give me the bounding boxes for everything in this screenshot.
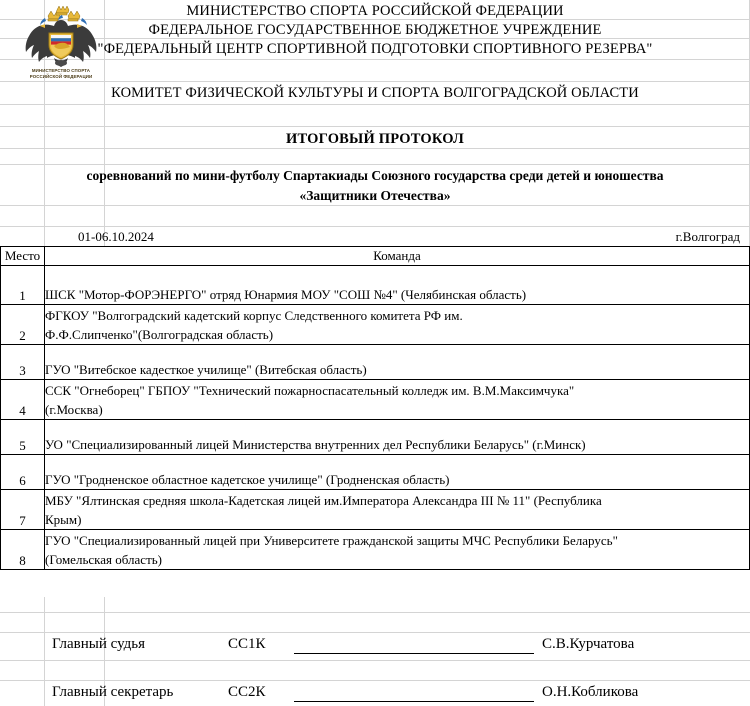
gridline-horizontal — [0, 126, 750, 127]
signature-row-chief-secretary — [0, 684, 750, 704]
team-name-line1: УО "Специализированный лицей Министерства внутренних дел Республики Беларусь" (г.Минск) — [45, 437, 586, 452]
signature-rank: СС1К — [228, 636, 266, 652]
signature-rank: СС2К — [228, 684, 266, 700]
signature-row-chief-judge — [0, 636, 750, 656]
table-row — [1, 305, 750, 345]
emblem-caption-line1: МИНИСТЕРСТВО СПОРТА — [31, 68, 91, 73]
signature-name: О.Н.Кобликова — [542, 684, 639, 700]
cell-team — [45, 345, 750, 380]
team-name-line1: ГУО "Гродненское областное кадетское училище" (Гродненская область) — [45, 472, 450, 487]
emblem-caption — [18, 68, 104, 80]
signature-line — [294, 653, 534, 654]
team-name-line1: ГУО "Специализированный лицей при Университете гражданской защиты МЧС Республики Беларусь" — [45, 533, 618, 548]
gridline-horizontal — [0, 104, 750, 105]
cell-place: 5 — [1, 420, 45, 455]
gridline-horizontal — [0, 148, 750, 149]
org-line-ministry: МИНИСТЕРСТВО СПОРТА РОССИЙСКОЙ ФЕДЕРАЦИИ — [186, 3, 564, 19]
table-row — [1, 266, 750, 305]
table-header-row — [1, 247, 750, 266]
team-name-line2: Крым) — [45, 512, 82, 527]
cell-place: 1 — [1, 266, 45, 305]
table-row — [1, 530, 750, 570]
document-title: ИТОГОВЫЙ ПРОТОКОЛ — [286, 131, 464, 147]
cell-place: 2 — [1, 305, 45, 345]
gridline-horizontal — [0, 632, 750, 633]
team-name-line1: ГУО "Витебское кадесткое училище" (Витебская область) — [45, 362, 367, 377]
cell-team — [45, 266, 750, 305]
gridline-horizontal — [0, 205, 750, 206]
signature-line — [294, 701, 534, 702]
event-city: г.Волгоград — [675, 229, 740, 244]
org-line-center: "ФЕДЕРАЛЬНЫЙ ЦЕНТР СПОРТИВНОЙ ПОДГОТОВКИ СПОРТИВНОГО РЕЗЕРВА" — [97, 41, 653, 57]
cell-team — [45, 380, 750, 420]
table-row — [1, 345, 750, 380]
team-name-line1: ФГКОУ "Волгоградский кадетский корпус Следственного комитета РФ им. — [45, 308, 463, 323]
cell-place: 8 — [1, 530, 45, 570]
results-table — [0, 246, 750, 570]
cell-place: 7 — [1, 490, 45, 530]
team-name-line2: Ф.Ф.Слипченко"(Волгоградская область) — [45, 327, 274, 342]
gridline-horizontal — [0, 226, 750, 227]
table-row — [1, 420, 750, 455]
signature-role: Главный секретарь — [52, 684, 174, 700]
table-row — [1, 490, 750, 530]
cell-team — [45, 490, 750, 530]
team-name-line1: МБУ "Ялтинская средняя школа-Кадетская лицей им.Императора Александра III № 11" (Республика — [45, 493, 602, 508]
org-line-committee: КОМИТЕТ ФИЗИЧЕСКОЙ КУЛЬТУРЫ И СПОРТА ВОЛГОГРАДСКОЙ ОБЛАСТИ — [111, 85, 639, 101]
gridline-horizontal — [0, 660, 750, 661]
table-row — [1, 455, 750, 490]
team-name-line1: ШСК "Мотор-ФОРЭНЕРГО" отряд Юнармия МОУ "СОШ №4" (Челябинская область) — [45, 287, 527, 302]
gridline-horizontal — [0, 59, 750, 60]
document-subtitle-line2: «Защитники Отечества» — [299, 188, 451, 203]
cell-place: 3 — [1, 345, 45, 380]
gridline-horizontal — [0, 612, 750, 613]
team-name-line1: ССК "Огнеборец" ГБПОУ "Технический пожарноспасательный колледж им. В.М.Максимчука" — [45, 383, 575, 398]
signature-role: Главный судья — [52, 636, 146, 652]
document-subtitle-line1: соревнований по мини-футболу Спартакиады Союзного государства среди детей и юношества — [86, 168, 664, 183]
team-name-line2: (г.Москва) — [45, 402, 103, 417]
gridline-horizontal — [0, 680, 750, 681]
column-header-team: Команда — [45, 247, 750, 266]
cell-team — [45, 420, 750, 455]
gridline-horizontal — [0, 81, 750, 82]
emblem-caption-line2: РОССИЙСКОЙ ФЕДЕРАЦИИ — [29, 74, 93, 79]
column-header-place: Место — [1, 247, 45, 266]
team-name-line2: (Гомельская область) — [45, 552, 163, 567]
cell-team — [45, 305, 750, 345]
cell-team — [45, 530, 750, 570]
event-date: 01-06.10.2024 — [78, 229, 154, 244]
table-row — [1, 380, 750, 420]
gridline-horizontal — [0, 164, 750, 165]
cell-place: 6 — [1, 455, 45, 490]
org-line-institution: ФЕДЕРАЛЬНОЕ ГОСУДАРСТВЕННОЕ БЮДЖЕТНОЕ УЧРЕЖДЕНИЕ — [148, 22, 602, 38]
signature-name: С.В.Курчатова — [542, 636, 635, 652]
cell-place: 4 — [1, 380, 45, 420]
cell-team — [45, 455, 750, 490]
